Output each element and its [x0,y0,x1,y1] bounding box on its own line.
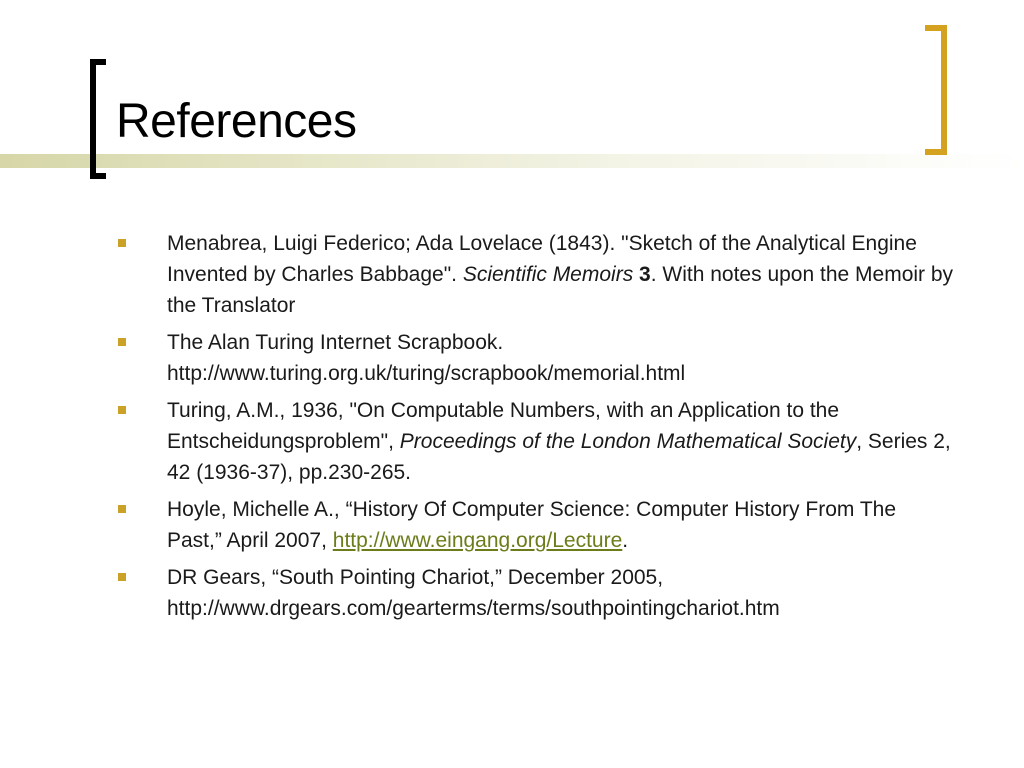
reference-text: The Alan Turing Internet Scrapbook. [167,331,504,354]
reference-item-menabrea [116,228,956,321]
reference-item-turing-scrapbook [116,327,956,389]
reference-url: http://www.drgears.com/gearterms/terms/southpointingchariot.htm [167,597,780,620]
reference-volume: 3 [639,263,651,286]
left-bracket-decoration [90,59,106,179]
reference-text: . [622,529,629,552]
reference-item-drgears [116,562,956,624]
bullet-square-icon [118,573,126,581]
reference-text: Turing, A.M., 1936, "On Computable Numbers, with an Application to the Entscheidungsproblem", [167,399,840,453]
reference-url: http://www.turing.org.uk/turing/scrapbook/memorial.html [167,362,686,385]
bullet-square-icon [118,239,126,247]
reference-text: Hoyle, Michelle A., “History Of Computer Science: Computer History From The Past,” April 2007, [167,498,897,552]
title-band [0,154,1024,168]
slide-title: References [116,95,357,148]
reference-text: . With notes upon the Memoir by the Translator [167,263,954,317]
reference-text: DR Gears, “South Pointing Chariot,” December 2005, [167,566,664,589]
reference-text: Menabrea, Luigi Federico; Ada Lovelace (1843). "Sketch of the Analytical Engine Invented by Charles Babbage". [167,232,917,286]
reference-journal: Proceedings of the London Mathematical Society [399,430,857,453]
reference-link-eingang[interactable]: http://www.eingang.org/Lecture [332,529,623,552]
right-bracket-decoration [925,25,947,155]
reference-item-hoyle [116,494,956,556]
bullet-square-icon [118,406,126,414]
reference-journal: Scientific Memoirs [462,263,634,286]
reference-item-turing-1936 [116,395,956,488]
bullet-square-icon [118,505,126,513]
bullet-square-icon [118,338,126,346]
reference-text: , Series 2, 42 (1936-37), pp.230-265. [167,430,951,484]
references-list [116,228,956,630]
